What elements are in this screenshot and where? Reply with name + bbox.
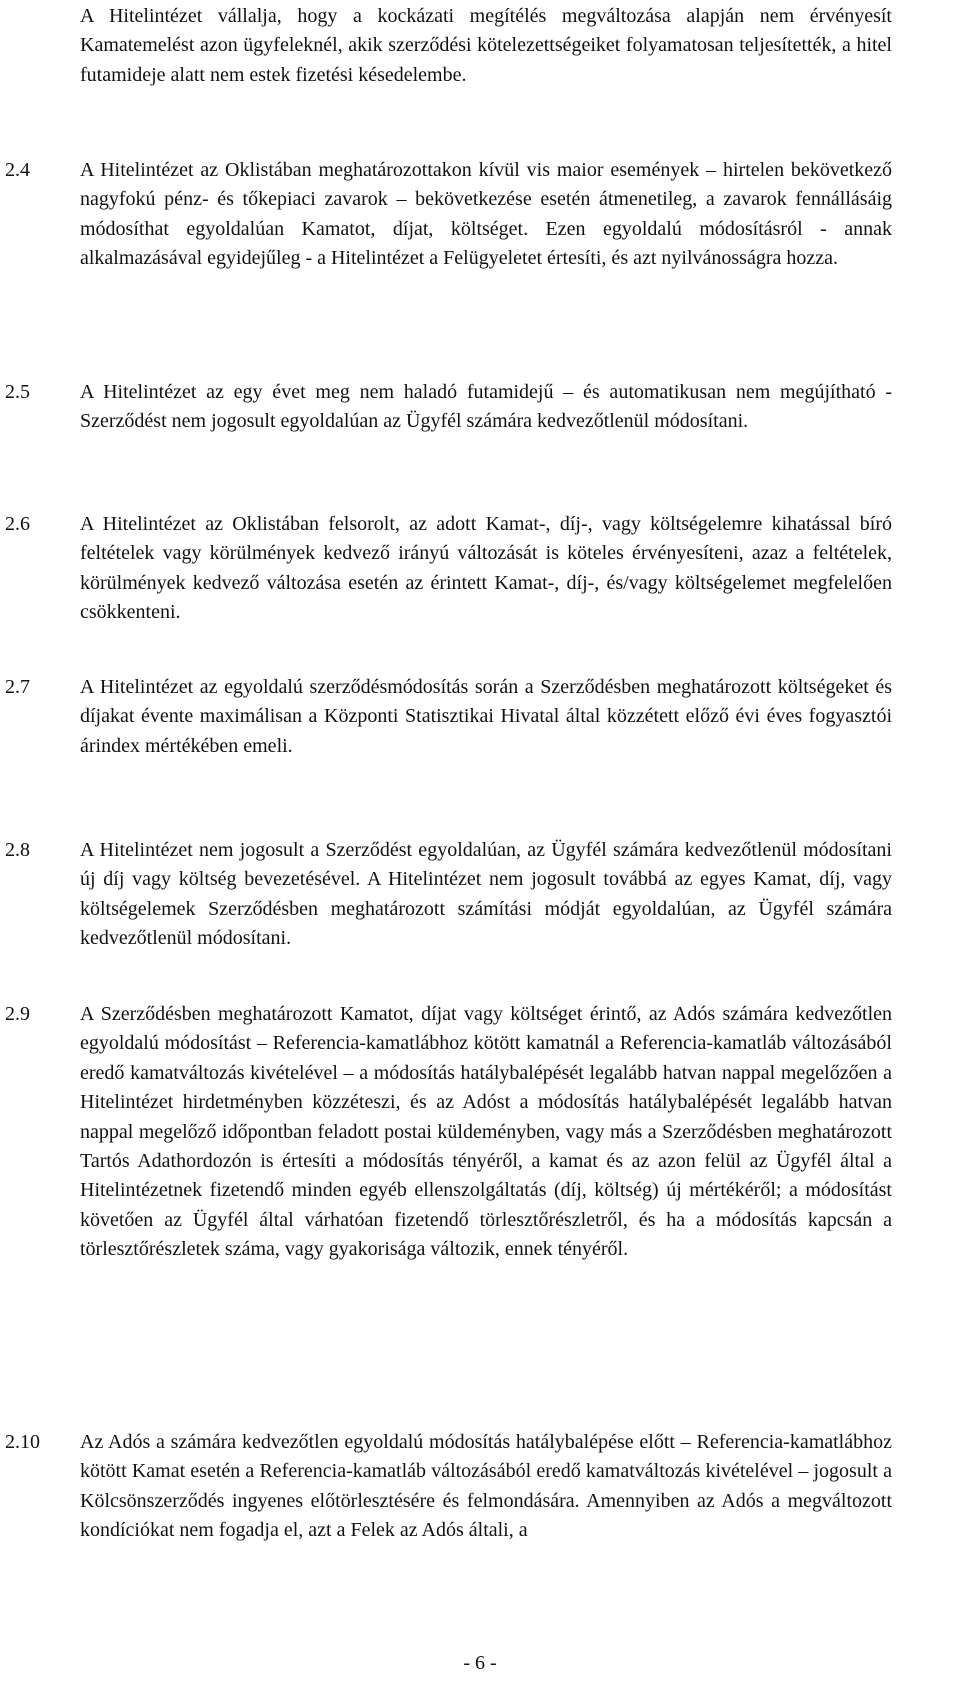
- section-2-10: [0, 1428, 892, 1546]
- section-number: 2.7: [5, 676, 30, 698]
- page-number-text: - 6 -: [463, 1652, 497, 1674]
- section-text: A Szerződésben meghatározott Kamatot, díjat vagy költséget érintő, az Adós számára kedvezőtlen egyoldalú módosítást – Referencia-kamatlábhoz kötött kamatnál a Referencia-kamatláb változásából eredő kamatváltozás kivételével – a módosítás hatálybalépését legalább hatvan nappal megelőzően a Hitelintézet hirdetményben közzéteszi, és az Adóst a módosítás hatálybalépését legalább hatvan nappal megelőző időpontban feladott postai küldeményben, vagy más a Szerződésben meghatározott Tartós Adathordozón is értesíti a módosítás tényéről, a kamat és az azon felül az Ügyfél által a Hitelintézetnek fizetendő minden egyéb ellenszolgáltatás (díj, költség) új mértékéről; a módosítást követően az Ügyfél által várhatóan fizetendő törlesztőrészletről, és ha a módosítás kapcsán a törlesztőrészletek száma, vagy gyakorisága változik, ennek tényéről.: [80, 1003, 892, 1261]
- section-2-4: [0, 156, 892, 274]
- page-number: [0, 1650, 960, 1676]
- section-2-6: [0, 510, 892, 628]
- section-number: 2.10: [5, 1431, 40, 1453]
- section-number: 2.5: [5, 381, 30, 403]
- section-text: A Hitelintézet az Oklistában felsorolt, az adott Kamat-, díj-, vagy költségelemre kihatással bíró feltételek vagy körülmények kedvező irányú változását is köteles érvényesíteni, azaz a feltételek, körülmények kedvező változása esetén az érintett Kamat-, díj-, és/vagy költségelemet megfelelően csökkenteni.: [80, 513, 892, 624]
- section-number: 2.9: [5, 1003, 30, 1025]
- section-2-9: [0, 1000, 892, 1265]
- section-text: Az Adós a számára kedvezőtlen egyoldalú módosítás hatálybalépése előtt – Referencia-kamatlábhoz kötött Kamat esetén a Referencia-kamatláb változásából eredő kamatváltozás kivételével – jogosult a Kölcsönszerződés ingyenes előtörlesztésére és felmondására. Amennyiben az Adós a megváltozott kondíciókat nem fogadja el, azt a Felek az Adós általi, a: [80, 1431, 892, 1542]
- section-text: A Hitelintézet nem jogosult a Szerződést egyoldalúan, az Ügyfél számára kedvezőtlenül módosítani új díj vagy költség bevezetésével. A Hitelintézet nem jogosult továbbá az egyes Kamat, díj, vagy költségelemek Szerződésben meghatározott számítási módját egyoldalúan, az Ügyfél számára kedvezőtlenül módosítani.: [80, 839, 892, 950]
- section-2-7: [0, 673, 892, 761]
- section-text: A Hitelintézet az Oklistában meghatározottakon kívül vis maior események – hirtelen bekövetkező nagyfokú pénz- és tőkepiaci zavarok – bekövetkezése esetén átmenetileg, a zavarok fennállásáig módosíthat egyoldalúan Kamatot, díjat, költséget. Ezen egyoldalú módosításról - annak alkalmazásával egyidejűleg - a Hitelintézet a Felügyeletet értesíti, és azt nyilvánosságra hozza.: [80, 159, 892, 270]
- section-2-8: [0, 836, 892, 954]
- intro-paragraph: A Hitelintézet vállalja, hogy a kockázati megítélés megváltozása alapján nem érvényesít Kamatemelést azon ügyfeleknél, akik szerződési kötelezettségeiket folyamatosan teljesítették, a hitel futamideje alatt nem estek fizetési késedelembe.: [80, 5, 892, 86]
- section-2-5: [0, 378, 892, 437]
- section-text: A Hitelintézet az egyoldalú szerződésmódosítás során a Szerződésben meghatározott költségeket és díjakat évente maximálisan a Központi Statisztikai Hivatal által közzétett előző évi éves fogyasztói árindex mértékében emeli.: [80, 676, 892, 757]
- section-number: 2.6: [5, 513, 30, 535]
- section-number: 2.8: [5, 839, 30, 861]
- section-text: A Hitelintézet az egy évet meg nem haladó futamidejű – és automatikusan nem megújítható - Szerződést nem jogosult egyoldalúan az Ügyfél számára kedvezőtlenül módosítani.: [80, 381, 892, 433]
- section-number: 2.4: [5, 159, 30, 181]
